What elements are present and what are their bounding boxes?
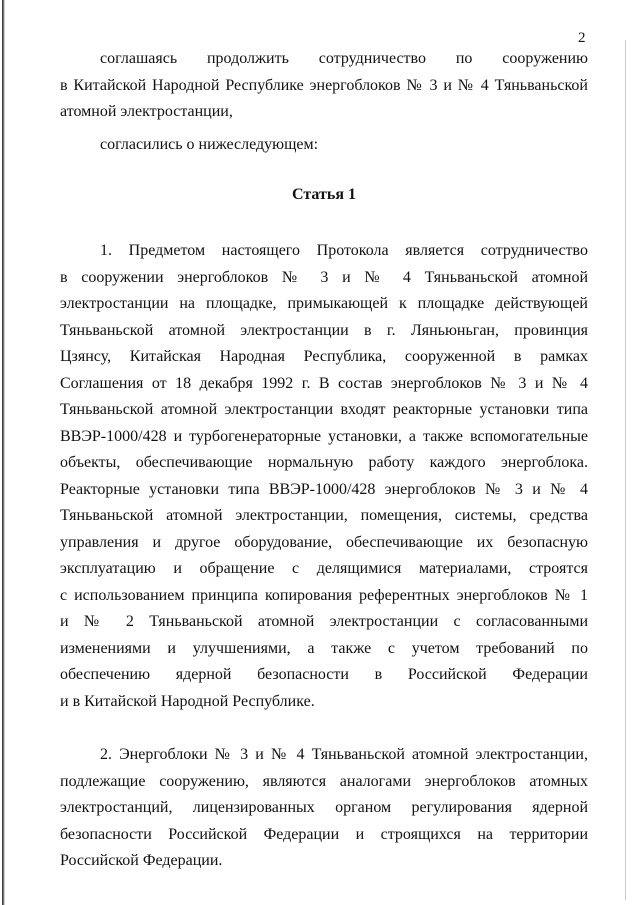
paragraph-1-line: Реакторные установки типа ВВЭР-1000/428 энергоблоков № 3 и № 4 [60,480,588,498]
paragraph-1-line: Тяньваньской атомной электростанции, помещения, системы, средства [60,507,588,524]
intro-line: соглашаясь продолжить сотрудничество по сооружению [100,50,588,67]
paragraph-1-line: Тяньваньской атомной электростанции входят реакторные установки типа [60,401,588,418]
paragraph-1-line: 1. Предметом настоящего Протокола является сотрудничество [100,242,588,259]
paragraph-2 [60,742,588,875]
paragraph-2-line: электростанций, лицензированных органом регулирования ядерной [60,799,588,816]
paragraph-1-line: Тяньваньской атомной электростанции в г. Ляньюньган, провинция [60,321,588,339]
paragraph-1-line: Цзянсу, Китайская Народная Республика, сооруженной в рамках [60,348,588,365]
agreed-paragraph [60,132,588,159]
paragraph-1-line: изменениями и улучшениями, а также с учетом требований по [60,639,588,657]
paragraph-2-line: Российской Федерации. [60,852,223,869]
paragraph-1-line: ВВЭР-1000/428 и турбогенераторные установки, а также вспомогательные [60,427,588,445]
paragraph-1-line: с использованием принципа копирования референтных энергоблоков № 1 [60,586,588,604]
scan-left-edge [2,0,5,905]
paragraph-1-line: управления и другое оборудование, обеспечивающие их безопасную [60,533,588,551]
paragraph-1-line: и в Китайской Народной Республике. [60,692,315,710]
paragraph-1-line: Соглашения от 18 декабря 1992 г. В состав энергоблоков № 3 и № 4 [60,374,588,392]
paragraph-1-line: объекты, обеспечивающие нормальную работу каждого энергоблока. [60,454,588,471]
paragraph-2-line: 2. Энергоблоки № 3 и № 4 Тяньваньской атомной электростанции, [100,746,588,763]
paragraph-2-line: безопасности Российской Федерации и строящихся на территории [60,825,588,843]
page-number: 2 [578,30,586,46]
intro-paragraph [60,46,588,126]
paragraph-2-line: подлежащие сооружению, являются аналогами энергоблоков атомных [60,772,588,790]
agreed-line: согласились о нижеследующем: [100,136,319,153]
paragraph-1-line: обеспечению ядерной безопасности в Российской Федерации [60,666,588,683]
article-heading: Статья 1 [292,186,356,203]
intro-line: в Китайской Народной Республике энергоблоков № 3 и № 4 Тяньваньской [60,76,588,94]
paragraph-1-line: и № 2 Тяньваньской атомной электростанции с согласованными [60,613,588,630]
paragraph-1 [60,238,588,715]
intro-line: атомной электростанции, [60,103,233,120]
paragraph-1-line: эксплуатацию и обращение с делящимися материалами, строятся [60,560,588,577]
paragraph-1-line: электростанции на площадке, примыкающей к площадке действующей [60,295,588,312]
paragraph-1-line: в сооружении энергоблоков № 3 и № 4 Тяньваньской атомной [60,268,588,286]
scan-right-edge [625,40,626,900]
